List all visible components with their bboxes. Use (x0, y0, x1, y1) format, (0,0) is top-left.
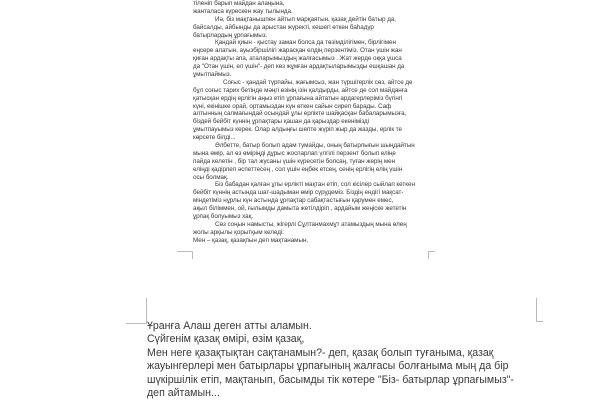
paragraph-line: осы болмақ. (193, 173, 229, 181)
paragraph-line: қиған ардақты апа, аталарымыздың жалғасымыз . Жат жерде оққа ұшса (193, 55, 402, 63)
paragraph-line: Мен – қазақ, қазақпын деп мақтанамын, (193, 236, 309, 244)
paragraph-line: бұл соғыс тарих бетінде мәңгі өзінің ізін қалдырды, айтсе де сол майданға (193, 86, 408, 94)
paragraph-line: батырлардың ұрпағымыз. (193, 31, 268, 39)
paragraph-line: алтынның салмағындай осындай ұлы ерлікте шайқасқан бабаларымызға, (193, 110, 407, 118)
paragraph-line: байсалды, айбынды да арыстан жүректі, кешегі өткен баһадүр (193, 23, 374, 31)
crop-mark-bottom-left (177, 251, 193, 259)
document-page-bottom (147, 320, 567, 400)
paragraph-line: Сөз соңын намысты, жігерлі Сұлтанмахмұт атамыздың мына өлең (215, 220, 407, 228)
paragraph-line: жолы арқылы қорытқым келеді: (193, 228, 284, 236)
paragraph-line: Мен неге қазақтықтан сақтанамын?- деп, қазақ болып туғаныма, қазақ (147, 346, 494, 359)
paragraph-line: ұмытпаймыз. (193, 71, 232, 79)
crop-mark-top-left (126, 298, 147, 324)
paragraph-line: Қандай қиын - қыстау заман болса да төзімділігімен, бірлігімен (215, 39, 396, 47)
paragraph-line: ақыл біліммен, ой, ғылымды дамыта жетілдіріп , ардайым жеңіске жететін (193, 205, 407, 213)
paragraph-line: біздей бейбіт күннің ұрпақтары қашан да қарыздар екенімізді (193, 118, 370, 126)
paragraph-line: қатысқан ердің ерлігін аңыз етіп ұрпағына айтатын ардагерлеріміз бүгінгі (193, 94, 403, 102)
paragraph-line: міндетіміз нұрлы күн астында ұрпақтар сабақтастығын қарумен емес, (193, 197, 394, 205)
paragraph-line: ұрпақ болуымыз хақ. (193, 213, 254, 221)
paragraph-line: да "Отан үшін, ел үшін"- деп көз жұмған ардақтыларымызды ешқашан да (193, 63, 405, 71)
crop-mark-top-right (536, 298, 543, 322)
paragraph-line: жанталаса күрескен жау тылында. (193, 7, 293, 15)
paragraph-line: бейбіт күннің астында шат-шадыман өмір сүрудеміз. Біздің ендігі мақсат- (193, 189, 404, 197)
paragraph-line: көрсете білді... (193, 134, 236, 142)
paragraph-line: жауынгерлері мен батырлары ұрпағының жалғасы болғаныма мың да бір (147, 360, 509, 373)
paragraph-line: тіленіп барып майдан алаңына, (193, 0, 285, 7)
page-body-text (193, 0, 445, 245)
paragraph-line: Ұранға Алаш деген атты аламын. (147, 320, 312, 332)
paragraph-line: ұмытпауымыз керек. Олар алдыңғы шепте жүріп жыр да жазды, ерлік те (193, 126, 402, 134)
crop-mark-bottom-right (428, 251, 435, 259)
paragraph-line: деп айтамын... (147, 387, 220, 400)
paragraph-line: Сүйгенім қазақ өмірі, өзім қазақ, (147, 333, 305, 346)
paragraph-line: еліңді қадірлеп әспеттесең , сол үшін еңбек етсең, сенің ерлігің елің үшін (193, 165, 403, 173)
paragraph-line: пайда келетін , бір тал жусаны үшін күресетін болсаң, туған жерің мен (193, 157, 395, 165)
paragraph-line: Әлбетте, батыр болып адам тумайды, оның батырлығын шыңдайтын (215, 142, 415, 150)
paragraph-line: шүкіршілік етіп, мақтанып, басымды тік көтере "Біз- батырлар ұрпағымыз"- (147, 373, 514, 386)
paragraph-line: Иә, біз мақтанышпен айтып марқаятын, қазақ дейтін батыр да, (215, 15, 396, 23)
paragraph-line: мына өмір, ал өз өміріңді дұрыс жоспарлап үлгілі перзент болып еліңе (193, 149, 396, 157)
paragraph-line: еңсере алатын, ауызбіршілігі жарасқан елдің перзентіміз. Отан үшін жан (193, 47, 402, 55)
paragraph-line: Біз бабадан қалған ұлы ерлікті мақтан етіп, сол кісілер сыйлап кеткен (215, 181, 415, 189)
paragraph-line: Соғыс - қандай түрпайы, жағымсыз, жан түршігерлік сөз, айтсе де (223, 78, 413, 86)
paragraph-line: күні, екінішке орай, ортамыздан күн өткен сайын сиреп барады. Саф (193, 102, 392, 110)
